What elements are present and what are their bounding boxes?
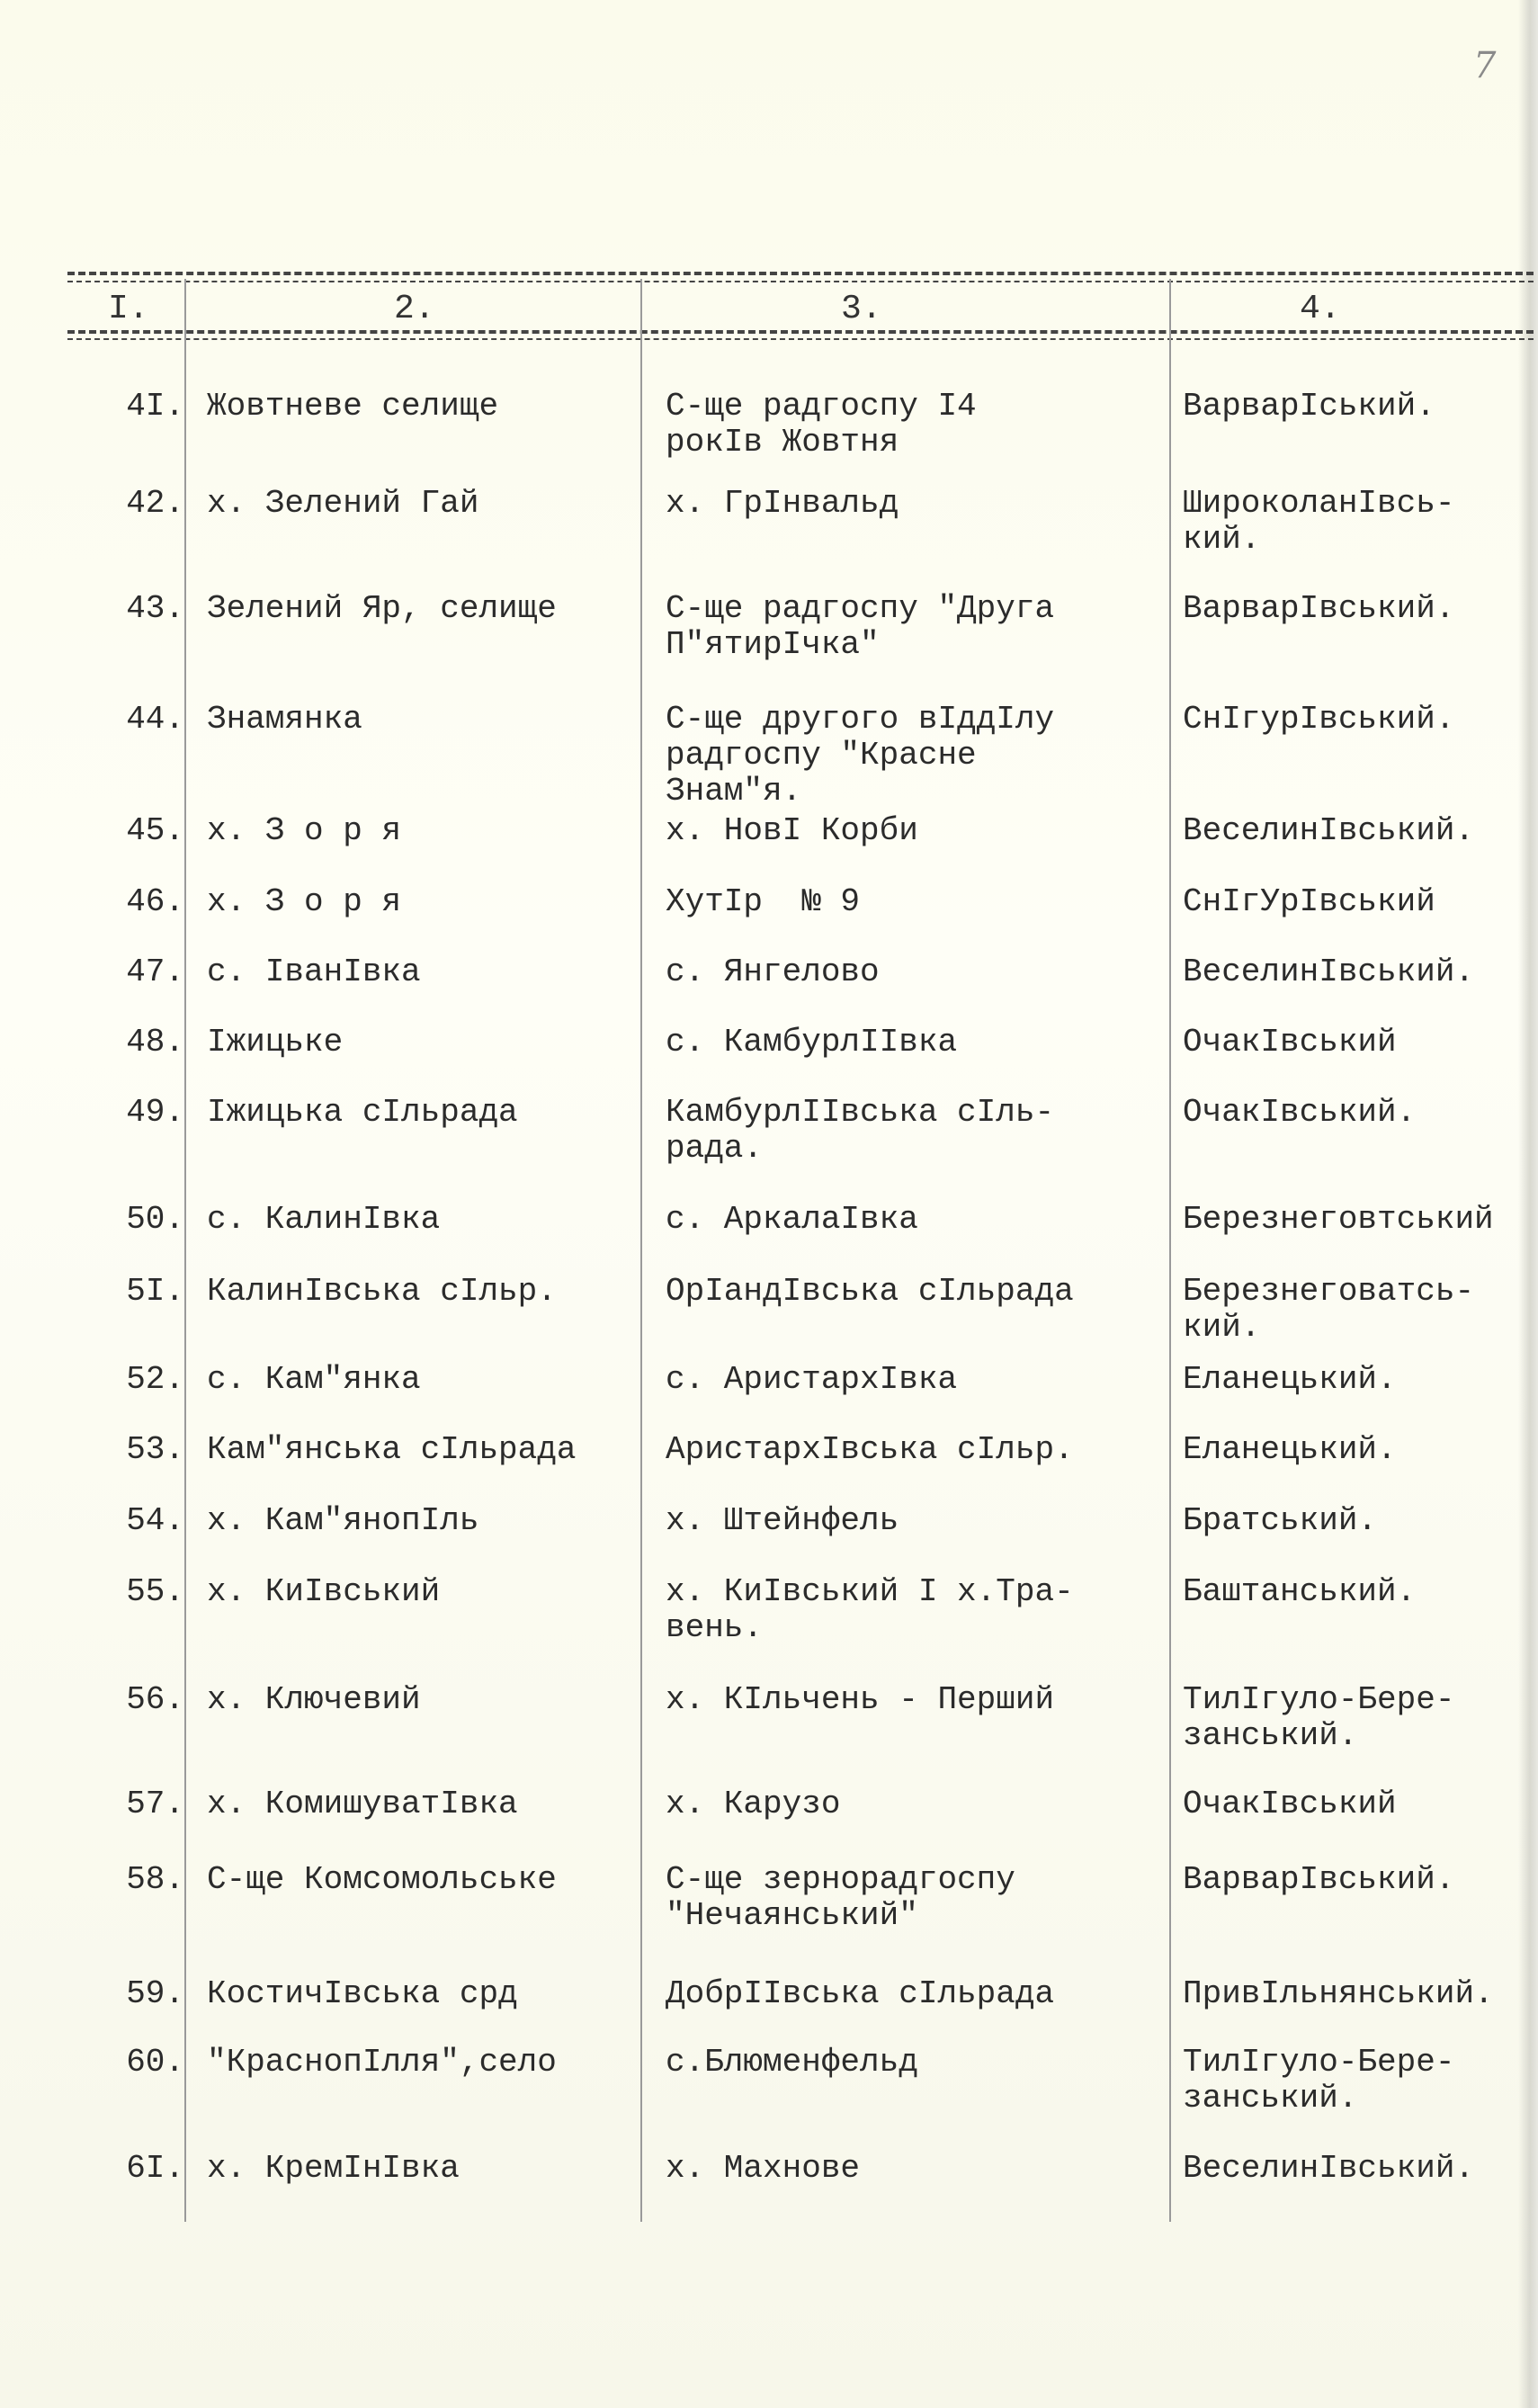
column-header-4: 4.: [1300, 290, 1341, 328]
table-top-rule: [67, 272, 1534, 275]
table-top-rule-secondary: [67, 281, 1534, 282]
page-number: 7: [1473, 45, 1497, 86]
column-divider-3: [1169, 279, 1171, 2222]
row-number: 42.: [126, 485, 184, 522]
row-number: 44.: [126, 701, 184, 738]
new-name-cell: х. Махнове: [666, 2150, 861, 2187]
new-name-cell: х. КIльчень - Перший: [666, 1681, 1055, 1718]
header-bottom-rule: [67, 330, 1534, 334]
new-name-cell: КамбурлIIвська сIль- рада.: [666, 1094, 1055, 1167]
old-name-cell: КалинIвська сIльр.: [207, 1273, 557, 1310]
old-name-cell: Жовтневе селище: [207, 388, 499, 425]
header-bottom-rule-secondary: [67, 338, 1534, 340]
district-cell: ТилIгуло-Бере- занський.: [1183, 1681, 1455, 1754]
row-number: 46.: [126, 883, 184, 920]
column-divider-2: [640, 279, 642, 2222]
row-number: 54.: [126, 1502, 184, 1539]
district-cell: ОчакIвський: [1183, 1024, 1397, 1061]
new-name-cell: ОрIандIвська сIльрада: [666, 1273, 1074, 1310]
column-divider-1: [184, 279, 186, 2222]
old-name-cell: Iжицька сIльрада: [207, 1094, 518, 1131]
old-name-cell: Зелений Яр, селище: [207, 590, 557, 627]
district-cell: Еланецький.: [1183, 1361, 1397, 1398]
column-header-1: I.: [108, 290, 149, 328]
new-name-cell: ХутIр № 9: [666, 883, 861, 920]
row-number: 59.: [126, 1975, 184, 2012]
district-cell: Еланецький.: [1183, 1431, 1397, 1468]
old-name-cell: х. Ключевий: [207, 1681, 421, 1718]
new-name-cell: С-ще радгоспу I4 рокIв Жовтня: [666, 388, 977, 461]
new-name-cell: х. Карузо: [666, 1786, 841, 1822]
new-name-cell: С-ще радгоспу "Друга П"ятирIчка": [666, 590, 1055, 663]
district-cell: Березнеговтський: [1183, 1201, 1494, 1238]
district-cell: ВеселинIвський.: [1183, 953, 1475, 990]
district-cell: ВеселинIвський.: [1183, 812, 1475, 849]
row-number: 6I.: [126, 2150, 184, 2187]
row-number: 45.: [126, 812, 184, 849]
old-name-cell: х. КомишуватIвка: [207, 1786, 518, 1822]
district-cell: СнIгУрIвський: [1183, 883, 1435, 920]
old-name-cell: С-ще Комсомольське: [207, 1861, 557, 1898]
new-name-cell: С-ще зернорадгоспу "Нечаянський": [666, 1861, 1015, 1934]
district-cell: ТилIгуло-Бере- занський.: [1183, 2044, 1455, 2117]
district-cell: ВарварIвський.: [1183, 1861, 1455, 1898]
new-name-cell: х. НовI Корби: [666, 812, 918, 849]
row-number: 60.: [126, 2044, 184, 2081]
new-name-cell: с. АристархIвка: [666, 1361, 958, 1398]
column-header-3: 3.: [841, 290, 882, 328]
district-cell: ШироколанIвсь- кий.: [1183, 485, 1455, 558]
district-cell: ВарварIвський.: [1183, 590, 1455, 627]
old-name-cell: х. КремIнIвка: [207, 2150, 460, 2187]
old-name-cell: х. З о р я: [207, 883, 402, 920]
row-number: 56.: [126, 1681, 184, 1718]
district-cell: Березнеговатсь- кий.: [1183, 1273, 1475, 1346]
old-name-cell: Знамянка: [207, 701, 362, 738]
new-name-cell: С-ще другого вIддIлу радгоспу "Красне Знам"я.: [666, 701, 1055, 810]
new-name-cell: с.Блюменфельд: [666, 2044, 918, 2081]
old-name-cell: х. З о р я: [207, 812, 402, 849]
old-name-cell: КостичIвська срд: [207, 1975, 518, 2012]
district-cell: СнIгурIвський.: [1183, 701, 1455, 738]
row-number: 5I.: [126, 1273, 184, 1310]
old-name-cell: с. КалинIвка: [207, 1201, 441, 1238]
row-number: 57.: [126, 1786, 184, 1822]
row-number: 48.: [126, 1024, 184, 1061]
new-name-cell: х. Штейнфель: [666, 1502, 899, 1539]
column-header-2: 2.: [394, 290, 435, 328]
district-cell: ПривIльнянський.: [1183, 1975, 1494, 2012]
new-name-cell: с. КамбурлIIвка: [666, 1024, 958, 1061]
row-number: 58.: [126, 1861, 184, 1898]
row-number: 47.: [126, 953, 184, 990]
row-number: 52.: [126, 1361, 184, 1398]
old-name-cell: Кам"янська сIльрада: [207, 1431, 577, 1468]
row-number: 55.: [126, 1573, 184, 1610]
new-name-cell: с. Янгелово: [666, 953, 880, 990]
old-name-cell: х. Кам"янопIль: [207, 1502, 479, 1539]
new-name-cell: АристархIвська сIльр.: [666, 1431, 1074, 1468]
old-name-cell: х. КиIвський: [207, 1573, 441, 1610]
old-name-cell: "КраснопIлля",село: [207, 2044, 557, 2081]
district-cell: ОчакIвський: [1183, 1786, 1397, 1822]
district-cell: Баштанський.: [1183, 1573, 1417, 1610]
row-number: 4I.: [126, 388, 184, 425]
old-name-cell: с. IванIвка: [207, 953, 421, 990]
district-cell: ОчакIвський.: [1183, 1094, 1417, 1131]
row-number: 53.: [126, 1431, 184, 1468]
new-name-cell: с. АркалаIвка: [666, 1201, 918, 1238]
row-number: 49.: [126, 1094, 184, 1131]
row-number: 50.: [126, 1201, 184, 1238]
old-name-cell: х. Зелений Гай: [207, 485, 479, 522]
district-cell: ВеселинIвський.: [1183, 2150, 1475, 2187]
row-number: 43.: [126, 590, 184, 627]
new-name-cell: ДобрIIвська сIльрада: [666, 1975, 1055, 2012]
old-name-cell: с. Кам"янка: [207, 1361, 421, 1398]
new-name-cell: х. КиIвський I х.Тра- вень.: [666, 1573, 1074, 1646]
district-cell: Братський.: [1183, 1502, 1378, 1539]
old-name-cell: Iжицьке: [207, 1024, 344, 1061]
new-name-cell: х. ГрIнвальд: [666, 485, 899, 522]
district-cell: ВарварIський.: [1183, 388, 1435, 425]
